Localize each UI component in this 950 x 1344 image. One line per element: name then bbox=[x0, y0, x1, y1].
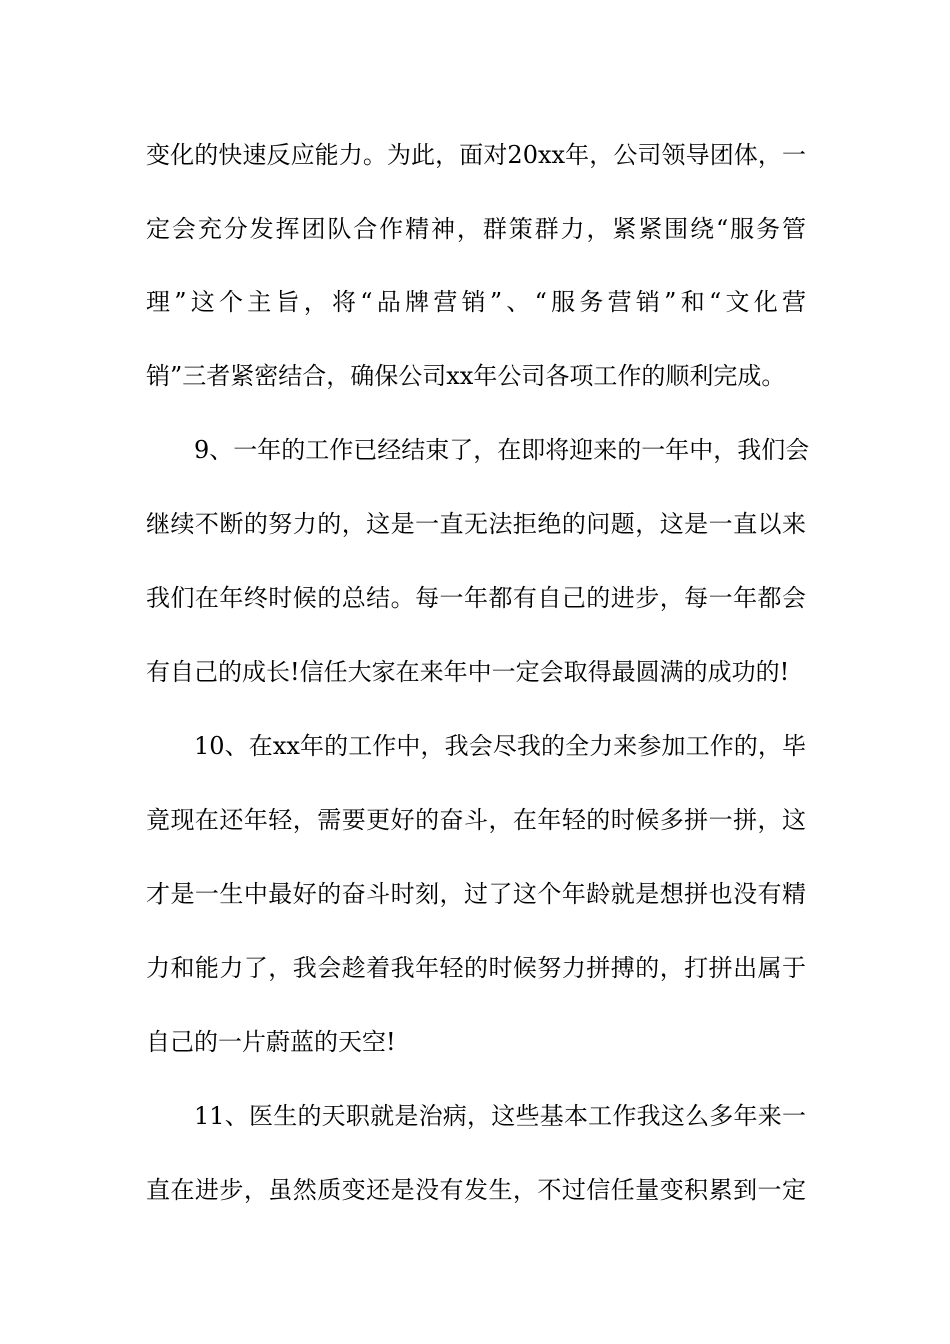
text-line: 才是一生中最好的奋斗时刻，过了这个年龄就是想拼也没有精 bbox=[146, 880, 806, 908]
text-line: 定会充分发挥团队合作精神，群策群力，紧紧围绕“服务管 bbox=[146, 215, 806, 243]
text-line: 力和能力了，我会趁着我年轻的时候努力拼搏的，打拼出属于 bbox=[146, 954, 806, 982]
text-line: 直在进步，虽然质变还是没有发生，不过信任量变积累到一定 bbox=[146, 1176, 806, 1204]
paragraph-10-first-line: 10、在xx年的工作中，我会尽我的全力来参加工作的，毕 bbox=[194, 732, 806, 760]
paragraph-9-first-line: 9、一年的工作已经结束了，在即将迎来的一年中，我们会 bbox=[194, 436, 810, 464]
text-line: 自己的一片蔚蓝的天空! bbox=[146, 1028, 396, 1056]
text-line: 我们在年终时候的总结。每一年都有自己的进步，每一年都会 bbox=[146, 584, 806, 612]
text-line: 继续不断的努力的，这是一直无法拒绝的问题，这是一直以来 bbox=[146, 510, 806, 538]
text-line: 竟现在还年轻，需要更好的奋斗，在年轻的时候多拼一拼，这 bbox=[146, 806, 806, 834]
text-line: 销”三者紧密结合，确保公司xx年公司各项工作的顺利完成。 bbox=[146, 362, 786, 390]
text-line: 有自己的成长!信任大家在来年中一定会取得最圆满的成功的! bbox=[146, 658, 790, 686]
text-line: 理”这个主旨，将“品牌营销”、“服务营销”和“文化营 bbox=[146, 288, 806, 316]
paragraph-11-first-line: 11、医生的天职就是治病，这些基本工作我这么多年来一 bbox=[194, 1102, 806, 1130]
text-line: 变化的快速反应能力。为此，面对20xx年，公司领导团体，一 bbox=[146, 141, 806, 169]
